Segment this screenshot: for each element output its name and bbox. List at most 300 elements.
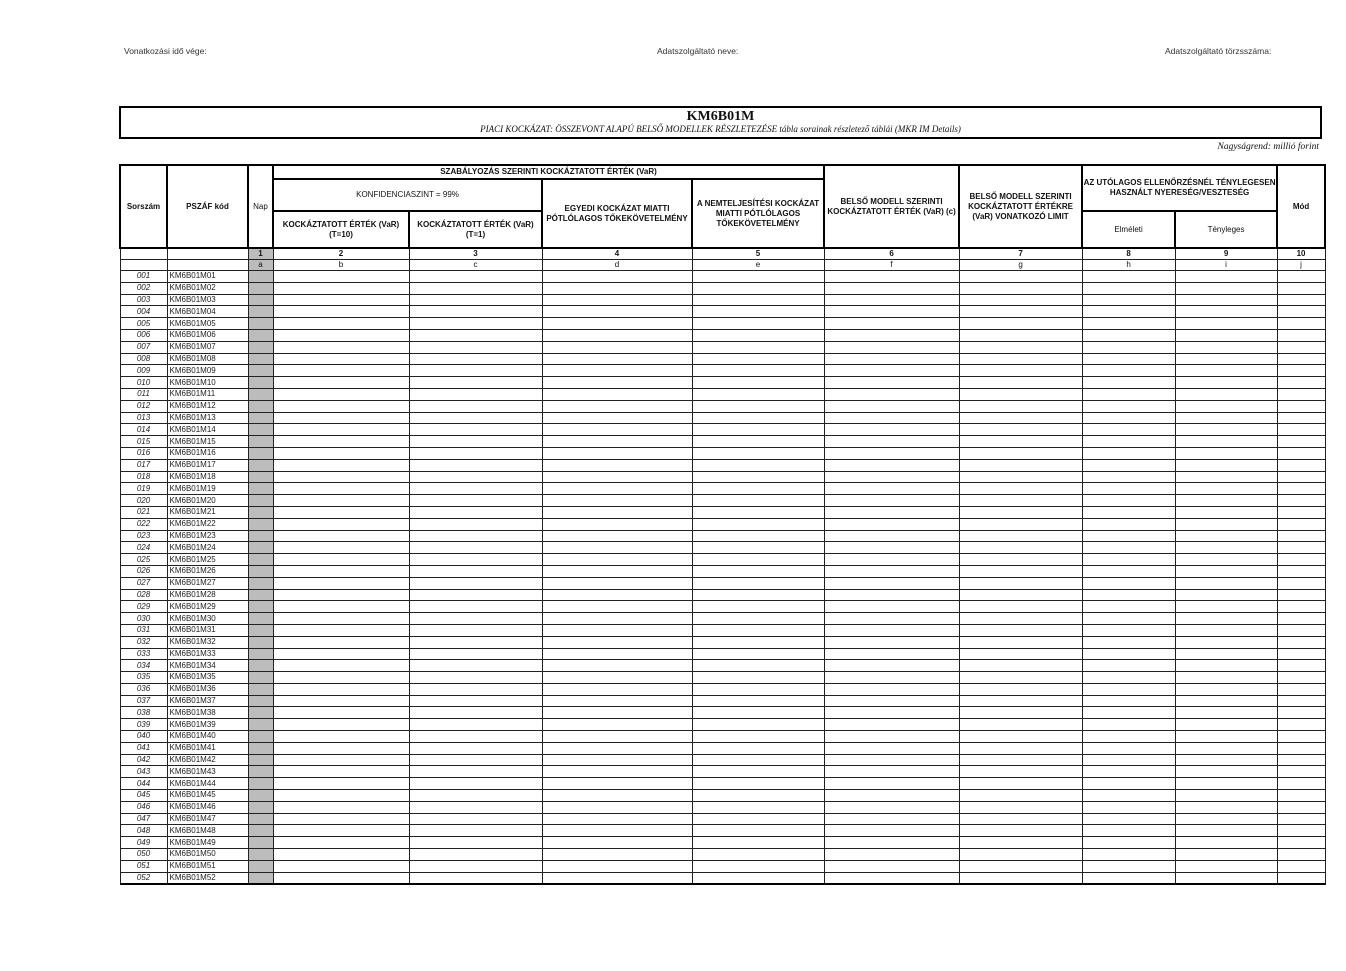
input-cell[interactable]	[1082, 742, 1175, 754]
input-cell[interactable]	[1175, 601, 1277, 613]
input-cell[interactable]	[273, 506, 409, 518]
input-cell[interactable]	[692, 565, 824, 577]
input-cell[interactable]	[1082, 790, 1175, 802]
input-cell[interactable]	[959, 471, 1082, 483]
input-cell[interactable]	[1082, 801, 1175, 813]
input-cell[interactable]	[409, 365, 542, 377]
input-cell[interactable]	[1175, 341, 1277, 353]
input-cell[interactable]	[1175, 483, 1277, 495]
input-cell[interactable]	[692, 742, 824, 754]
input-cell[interactable]	[542, 766, 692, 778]
input-cell[interactable]	[692, 329, 824, 341]
input-cell[interactable]	[692, 837, 824, 849]
input-cell[interactable]	[273, 648, 409, 660]
input-cell[interactable]	[824, 271, 959, 283]
input-cell[interactable]	[824, 719, 959, 731]
input-cell[interactable]	[959, 459, 1082, 471]
input-cell[interactable]	[824, 601, 959, 613]
input-cell[interactable]	[1277, 872, 1325, 884]
input-cell[interactable]	[824, 872, 959, 884]
input-cell[interactable]	[542, 731, 692, 743]
input-cell[interactable]	[824, 849, 959, 861]
input-cell[interactable]	[273, 577, 409, 589]
input-cell[interactable]	[1175, 282, 1277, 294]
input-cell[interactable]	[1082, 825, 1175, 837]
input-cell[interactable]	[692, 648, 824, 660]
input-cell[interactable]	[273, 731, 409, 743]
input-cell[interactable]	[409, 282, 542, 294]
input-cell[interactable]	[273, 365, 409, 377]
input-cell[interactable]	[692, 341, 824, 353]
input-cell[interactable]	[1175, 471, 1277, 483]
input-cell[interactable]	[959, 400, 1082, 412]
input-cell[interactable]	[542, 495, 692, 507]
input-cell[interactable]	[692, 400, 824, 412]
input-cell[interactable]	[824, 825, 959, 837]
input-cell[interactable]	[1175, 495, 1277, 507]
input-cell[interactable]	[959, 660, 1082, 672]
input-cell[interactable]	[692, 294, 824, 306]
input-cell[interactable]	[959, 271, 1082, 283]
input-cell[interactable]	[692, 436, 824, 448]
input-cell[interactable]	[409, 459, 542, 471]
input-cell[interactable]	[542, 271, 692, 283]
input-cell[interactable]	[409, 695, 542, 707]
input-cell[interactable]	[959, 542, 1082, 554]
input-cell[interactable]	[824, 813, 959, 825]
input-cell[interactable]	[824, 778, 959, 790]
input-cell[interactable]	[273, 318, 409, 330]
input-cell[interactable]	[409, 530, 542, 542]
input-cell[interactable]	[1175, 613, 1277, 625]
input-cell[interactable]	[692, 424, 824, 436]
input-cell[interactable]	[542, 365, 692, 377]
input-cell[interactable]	[542, 400, 692, 412]
input-cell[interactable]	[959, 742, 1082, 754]
input-cell[interactable]	[824, 731, 959, 743]
input-cell[interactable]	[409, 872, 542, 884]
input-cell[interactable]	[959, 589, 1082, 601]
input-cell[interactable]	[409, 412, 542, 424]
input-cell[interactable]	[1082, 518, 1175, 530]
input-cell[interactable]	[1175, 377, 1277, 389]
input-cell[interactable]	[1175, 565, 1277, 577]
input-cell[interactable]	[959, 613, 1082, 625]
input-cell[interactable]	[824, 530, 959, 542]
input-cell[interactable]	[824, 613, 959, 625]
input-cell[interactable]	[1175, 400, 1277, 412]
input-cell[interactable]	[824, 318, 959, 330]
input-cell[interactable]	[1082, 754, 1175, 766]
input-cell[interactable]	[1277, 707, 1325, 719]
input-cell[interactable]	[1277, 554, 1325, 566]
input-cell[interactable]	[542, 518, 692, 530]
input-cell[interactable]	[959, 648, 1082, 660]
input-cell[interactable]	[409, 318, 542, 330]
input-cell[interactable]	[1277, 766, 1325, 778]
input-cell[interactable]	[1277, 542, 1325, 554]
input-cell[interactable]	[1175, 294, 1277, 306]
input-cell[interactable]	[959, 601, 1082, 613]
input-cell[interactable]	[1277, 683, 1325, 695]
input-cell[interactable]	[1277, 306, 1325, 318]
input-cell[interactable]	[692, 790, 824, 802]
input-cell[interactable]	[273, 471, 409, 483]
input-cell[interactable]	[824, 518, 959, 530]
input-cell[interactable]	[1277, 801, 1325, 813]
input-cell[interactable]	[1175, 707, 1277, 719]
input-cell[interactable]	[1277, 601, 1325, 613]
input-cell[interactable]	[409, 306, 542, 318]
input-cell[interactable]	[1082, 695, 1175, 707]
input-cell[interactable]	[542, 306, 692, 318]
input-cell[interactable]	[959, 506, 1082, 518]
input-cell[interactable]	[959, 341, 1082, 353]
input-cell[interactable]	[1175, 365, 1277, 377]
input-cell[interactable]	[542, 790, 692, 802]
input-cell[interactable]	[409, 271, 542, 283]
input-cell[interactable]	[1277, 388, 1325, 400]
input-cell[interactable]	[1082, 306, 1175, 318]
input-cell[interactable]	[542, 813, 692, 825]
input-cell[interactable]	[1082, 353, 1175, 365]
input-cell[interactable]	[542, 683, 692, 695]
input-cell[interactable]	[1277, 271, 1325, 283]
input-cell[interactable]	[1277, 790, 1325, 802]
input-cell[interactable]	[409, 542, 542, 554]
input-cell[interactable]	[1082, 377, 1175, 389]
input-cell[interactable]	[959, 719, 1082, 731]
input-cell[interactable]	[409, 518, 542, 530]
input-cell[interactable]	[273, 353, 409, 365]
input-cell[interactable]	[824, 365, 959, 377]
input-cell[interactable]	[273, 860, 409, 872]
input-cell[interactable]	[1082, 388, 1175, 400]
input-cell[interactable]	[692, 495, 824, 507]
input-cell[interactable]	[824, 695, 959, 707]
input-cell[interactable]	[1277, 636, 1325, 648]
input-cell[interactable]	[1082, 707, 1175, 719]
input-cell[interactable]	[273, 459, 409, 471]
input-cell[interactable]	[273, 801, 409, 813]
input-cell[interactable]	[959, 365, 1082, 377]
input-cell[interactable]	[1082, 683, 1175, 695]
input-cell[interactable]	[1175, 271, 1277, 283]
input-cell[interactable]	[409, 683, 542, 695]
input-cell[interactable]	[273, 778, 409, 790]
input-cell[interactable]	[692, 271, 824, 283]
input-cell[interactable]	[1277, 495, 1325, 507]
input-cell[interactable]	[1277, 506, 1325, 518]
input-cell[interactable]	[1082, 872, 1175, 884]
input-cell[interactable]	[959, 518, 1082, 530]
input-cell[interactable]	[959, 447, 1082, 459]
input-cell[interactable]	[824, 282, 959, 294]
input-cell[interactable]	[1175, 754, 1277, 766]
input-cell[interactable]	[1175, 506, 1277, 518]
input-cell[interactable]	[692, 660, 824, 672]
input-cell[interactable]	[409, 837, 542, 849]
input-cell[interactable]	[1082, 282, 1175, 294]
input-cell[interactable]	[692, 849, 824, 861]
input-cell[interactable]	[542, 872, 692, 884]
input-cell[interactable]	[542, 648, 692, 660]
input-cell[interactable]	[959, 353, 1082, 365]
input-cell[interactable]	[273, 388, 409, 400]
input-cell[interactable]	[1277, 837, 1325, 849]
input-cell[interactable]	[824, 577, 959, 589]
input-cell[interactable]	[1175, 683, 1277, 695]
input-cell[interactable]	[692, 459, 824, 471]
input-cell[interactable]	[409, 825, 542, 837]
input-cell[interactable]	[273, 825, 409, 837]
input-cell[interactable]	[1277, 282, 1325, 294]
input-cell[interactable]	[959, 424, 1082, 436]
input-cell[interactable]	[1175, 436, 1277, 448]
input-cell[interactable]	[1175, 306, 1277, 318]
input-cell[interactable]	[1082, 542, 1175, 554]
input-cell[interactable]	[692, 624, 824, 636]
input-cell[interactable]	[409, 400, 542, 412]
input-cell[interactable]	[1082, 565, 1175, 577]
input-cell[interactable]	[273, 518, 409, 530]
input-cell[interactable]	[1175, 766, 1277, 778]
input-cell[interactable]	[824, 860, 959, 872]
input-cell[interactable]	[692, 601, 824, 613]
input-cell[interactable]	[959, 306, 1082, 318]
input-cell[interactable]	[273, 542, 409, 554]
input-cell[interactable]	[1082, 837, 1175, 849]
input-cell[interactable]	[1175, 447, 1277, 459]
input-cell[interactable]	[692, 731, 824, 743]
input-cell[interactable]	[542, 424, 692, 436]
input-cell[interactable]	[542, 719, 692, 731]
input-cell[interactable]	[959, 554, 1082, 566]
input-cell[interactable]	[1082, 471, 1175, 483]
input-cell[interactable]	[409, 672, 542, 684]
input-cell[interactable]	[409, 589, 542, 601]
input-cell[interactable]	[1082, 849, 1175, 861]
input-cell[interactable]	[542, 447, 692, 459]
input-cell[interactable]	[959, 695, 1082, 707]
input-cell[interactable]	[1175, 589, 1277, 601]
input-cell[interactable]	[692, 447, 824, 459]
input-cell[interactable]	[824, 506, 959, 518]
input-cell[interactable]	[1082, 624, 1175, 636]
input-cell[interactable]	[1175, 530, 1277, 542]
input-cell[interactable]	[542, 565, 692, 577]
input-cell[interactable]	[1082, 860, 1175, 872]
input-cell[interactable]	[542, 860, 692, 872]
input-cell[interactable]	[1277, 577, 1325, 589]
input-cell[interactable]	[692, 542, 824, 554]
input-cell[interactable]	[959, 530, 1082, 542]
input-cell[interactable]	[824, 801, 959, 813]
input-cell[interactable]	[692, 388, 824, 400]
input-cell[interactable]	[1277, 436, 1325, 448]
input-cell[interactable]	[824, 754, 959, 766]
input-cell[interactable]	[273, 872, 409, 884]
input-cell[interactable]	[1277, 424, 1325, 436]
input-cell[interactable]	[542, 672, 692, 684]
input-cell[interactable]	[959, 495, 1082, 507]
input-cell[interactable]	[542, 506, 692, 518]
input-cell[interactable]	[692, 518, 824, 530]
input-cell[interactable]	[1082, 271, 1175, 283]
input-cell[interactable]	[542, 554, 692, 566]
input-cell[interactable]	[959, 329, 1082, 341]
input-cell[interactable]	[824, 447, 959, 459]
input-cell[interactable]	[273, 377, 409, 389]
input-cell[interactable]	[542, 471, 692, 483]
input-cell[interactable]	[1277, 742, 1325, 754]
input-cell[interactable]	[1277, 672, 1325, 684]
input-cell[interactable]	[1082, 424, 1175, 436]
input-cell[interactable]	[1175, 318, 1277, 330]
input-cell[interactable]	[824, 329, 959, 341]
input-cell[interactable]	[273, 707, 409, 719]
input-cell[interactable]	[273, 660, 409, 672]
input-cell[interactable]	[409, 754, 542, 766]
input-cell[interactable]	[1082, 554, 1175, 566]
input-cell[interactable]	[1082, 778, 1175, 790]
input-cell[interactable]	[824, 294, 959, 306]
input-cell[interactable]	[409, 778, 542, 790]
input-cell[interactable]	[409, 648, 542, 660]
input-cell[interactable]	[959, 849, 1082, 861]
input-cell[interactable]	[692, 530, 824, 542]
input-cell[interactable]	[959, 837, 1082, 849]
input-cell[interactable]	[1277, 365, 1325, 377]
input-cell[interactable]	[1277, 754, 1325, 766]
input-cell[interactable]	[1082, 318, 1175, 330]
input-cell[interactable]	[409, 424, 542, 436]
input-cell[interactable]	[273, 719, 409, 731]
input-cell[interactable]	[959, 282, 1082, 294]
input-cell[interactable]	[1082, 400, 1175, 412]
input-cell[interactable]	[1277, 719, 1325, 731]
input-cell[interactable]	[1082, 412, 1175, 424]
input-cell[interactable]	[542, 695, 692, 707]
input-cell[interactable]	[692, 506, 824, 518]
input-cell[interactable]	[1277, 565, 1325, 577]
input-cell[interactable]	[824, 624, 959, 636]
input-cell[interactable]	[273, 530, 409, 542]
input-cell[interactable]	[1277, 353, 1325, 365]
input-cell[interactable]	[692, 636, 824, 648]
input-cell[interactable]	[409, 554, 542, 566]
input-cell[interactable]	[1175, 825, 1277, 837]
input-cell[interactable]	[1277, 813, 1325, 825]
input-cell[interactable]	[409, 613, 542, 625]
input-cell[interactable]	[959, 860, 1082, 872]
input-cell[interactable]	[542, 801, 692, 813]
input-cell[interactable]	[692, 707, 824, 719]
input-cell[interactable]	[1175, 860, 1277, 872]
input-cell[interactable]	[824, 660, 959, 672]
input-cell[interactable]	[273, 636, 409, 648]
input-cell[interactable]	[409, 742, 542, 754]
input-cell[interactable]	[824, 436, 959, 448]
input-cell[interactable]	[824, 400, 959, 412]
input-cell[interactable]	[1175, 813, 1277, 825]
input-cell[interactable]	[1277, 459, 1325, 471]
input-cell[interactable]	[824, 424, 959, 436]
input-cell[interactable]	[273, 271, 409, 283]
input-cell[interactable]	[542, 754, 692, 766]
input-cell[interactable]	[542, 837, 692, 849]
input-cell[interactable]	[273, 613, 409, 625]
input-cell[interactable]	[692, 306, 824, 318]
input-cell[interactable]	[1277, 624, 1325, 636]
input-cell[interactable]	[1082, 613, 1175, 625]
input-cell[interactable]	[692, 589, 824, 601]
input-cell[interactable]	[692, 672, 824, 684]
input-cell[interactable]	[1175, 872, 1277, 884]
input-cell[interactable]	[692, 825, 824, 837]
input-cell[interactable]	[542, 589, 692, 601]
input-cell[interactable]	[692, 860, 824, 872]
input-cell[interactable]	[1175, 577, 1277, 589]
input-cell[interactable]	[1175, 554, 1277, 566]
input-cell[interactable]	[1277, 518, 1325, 530]
input-cell[interactable]	[692, 577, 824, 589]
input-cell[interactable]	[409, 565, 542, 577]
input-cell[interactable]	[273, 754, 409, 766]
input-cell[interactable]	[409, 849, 542, 861]
input-cell[interactable]	[409, 329, 542, 341]
input-cell[interactable]	[959, 790, 1082, 802]
input-cell[interactable]	[273, 849, 409, 861]
input-cell[interactable]	[409, 813, 542, 825]
input-cell[interactable]	[1082, 636, 1175, 648]
input-cell[interactable]	[1082, 436, 1175, 448]
input-cell[interactable]	[824, 672, 959, 684]
input-cell[interactable]	[273, 400, 409, 412]
input-cell[interactable]	[824, 353, 959, 365]
input-cell[interactable]	[409, 294, 542, 306]
input-cell[interactable]	[273, 306, 409, 318]
input-cell[interactable]	[542, 377, 692, 389]
input-cell[interactable]	[273, 565, 409, 577]
input-cell[interactable]	[692, 813, 824, 825]
input-cell[interactable]	[273, 589, 409, 601]
input-cell[interactable]	[273, 554, 409, 566]
input-cell[interactable]	[1082, 813, 1175, 825]
input-cell[interactable]	[542, 577, 692, 589]
input-cell[interactable]	[1082, 731, 1175, 743]
input-cell[interactable]	[959, 318, 1082, 330]
input-cell[interactable]	[542, 353, 692, 365]
input-cell[interactable]	[1277, 695, 1325, 707]
input-cell[interactable]	[542, 624, 692, 636]
input-cell[interactable]	[1175, 648, 1277, 660]
input-cell[interactable]	[959, 294, 1082, 306]
input-cell[interactable]	[273, 436, 409, 448]
input-cell[interactable]	[959, 778, 1082, 790]
input-cell[interactable]	[959, 707, 1082, 719]
input-cell[interactable]	[273, 672, 409, 684]
input-cell[interactable]	[824, 341, 959, 353]
input-cell[interactable]	[273, 601, 409, 613]
input-cell[interactable]	[1277, 660, 1325, 672]
input-cell[interactable]	[1175, 518, 1277, 530]
input-cell[interactable]	[1175, 353, 1277, 365]
input-cell[interactable]	[1082, 495, 1175, 507]
input-cell[interactable]	[542, 660, 692, 672]
input-cell[interactable]	[273, 683, 409, 695]
input-cell[interactable]	[1082, 577, 1175, 589]
